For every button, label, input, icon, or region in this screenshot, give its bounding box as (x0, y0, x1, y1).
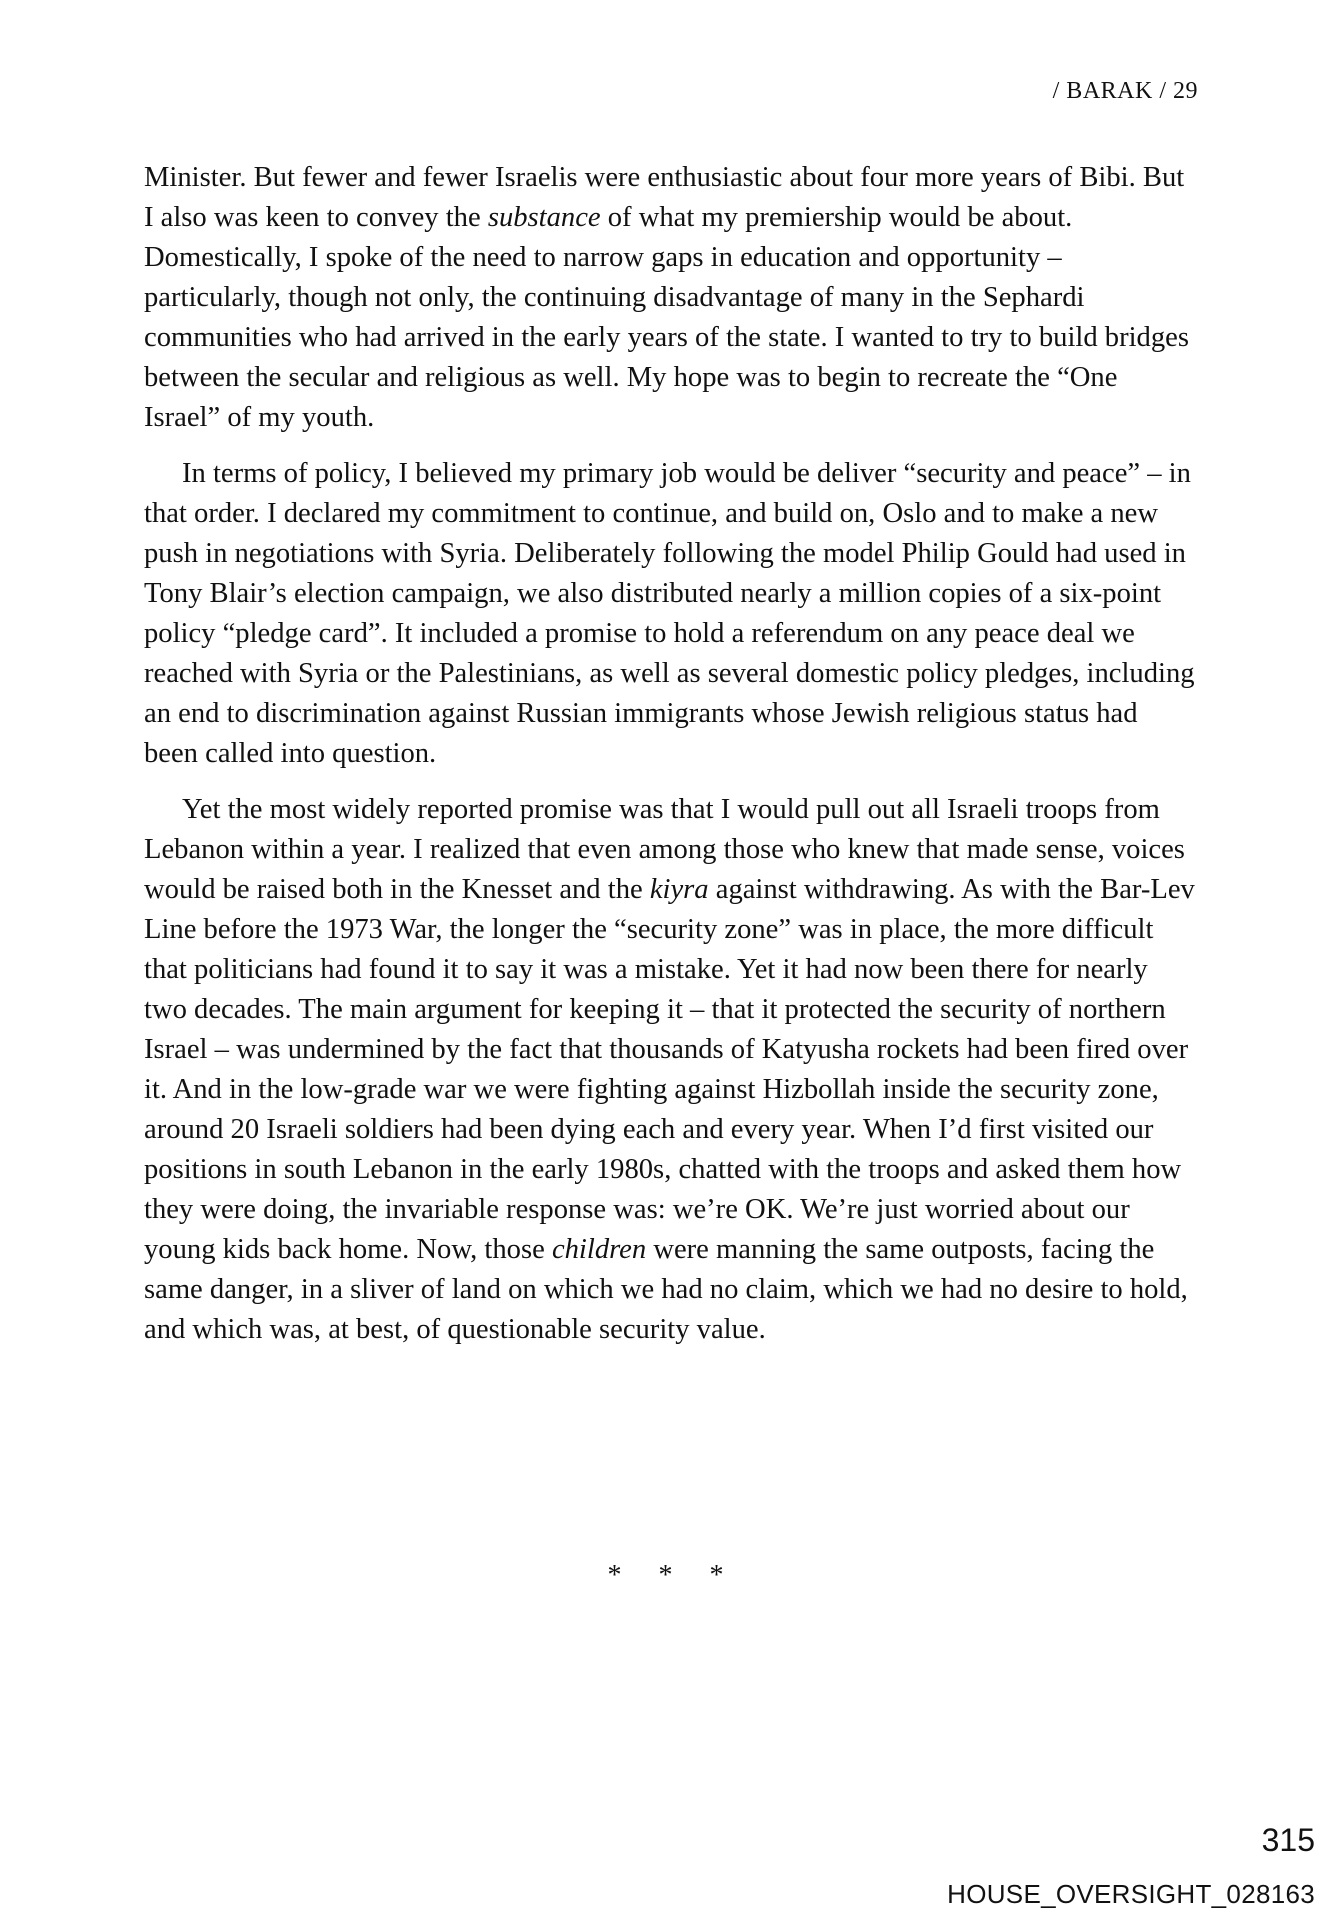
body-text (144, 158, 1196, 1366)
section-break: * * * (607, 1560, 724, 1591)
text-segment: were manning the same outposts, facing the same danger, in a sliver of land on which we had no claim, which we had no desire to hold, and which was, at best, of questionable security value. (144, 1234, 1188, 1345)
text-segment: against withdrawing. As with the Bar-Lev Line before the 1973 War, the longer the “security zone” was in place, the more difficult that politicians had found it to say it was a mistake. Yet it had now been there for nearly two decades. The main argument for keeping it – that it protected the security of northern Israel – was undermined by the fact that thousands of Katyusha rockets had been fired over it. And in the low-grade war we were fighting against Hizbollah inside the security zone, around 20 Israeli soldiers had been dying each and every year. When I’d first visited our positions in south Lebanon in the early 1980s, chatted with the troops and asked them how they were doing, the invariable response was: we’re OK. We’re just worried about our young kids back home. Now, those (144, 874, 1195, 1265)
text-segment: of what my premiership would be about. Domestically, I spoke of the need to narrow gaps in education and opportunity – particularly, though not only, the continuing disadvantage of many in the Sephardi communities who had arrived in the early years of the state. I wanted to try to build bridges between the secular and religious as well. My hope was to begin to recreate the “One Israel” of my youth. (144, 202, 1189, 433)
text-segment: In terms of policy, I believed my primary job would be deliver “security and peace” – in that order. I declared my commitment to continue, and build on, Oslo and to make a new push in negotiations with Syria. Deliberately following the model Philip Gould had used in Tony Blair’s election campaign, we also distributed nearly a million copies of a six-point policy “pledge card”. It included a promise to hold a referendum on any peace deal we reached with Syria or the Palestinians, as well as several domestic policy pledges, including an end to discrimination against Russian immigrants whose Jewish religious status had been called into question. (144, 458, 1195, 769)
italic-text-segment: children (551, 1234, 647, 1265)
italic-text-segment: kiyra (649, 874, 709, 905)
running-header: / BARAK / 29 (1052, 78, 1198, 104)
italic-text-segment: substance (487, 202, 601, 233)
text-segment: Minister. But fewer and fewer Israelis were enthusiastic about four more years of Bibi. But I also was keen to convey the (144, 162, 1185, 233)
page-number: 315 (1261, 1822, 1315, 1858)
text-segment: Yet the most widely reported promise was that I would pull out all Israeli troops from Lebanon within a year. I realized that even among those who knew that made sense, voices would be raised both in the Knesset and the (144, 794, 1185, 905)
bates-stamp: HOUSE_OVERSIGHT_028163 (947, 1879, 1315, 1909)
paragraph-2 (144, 454, 1196, 774)
paragraph-1 (144, 158, 1196, 438)
paragraph-3 (144, 790, 1196, 1350)
